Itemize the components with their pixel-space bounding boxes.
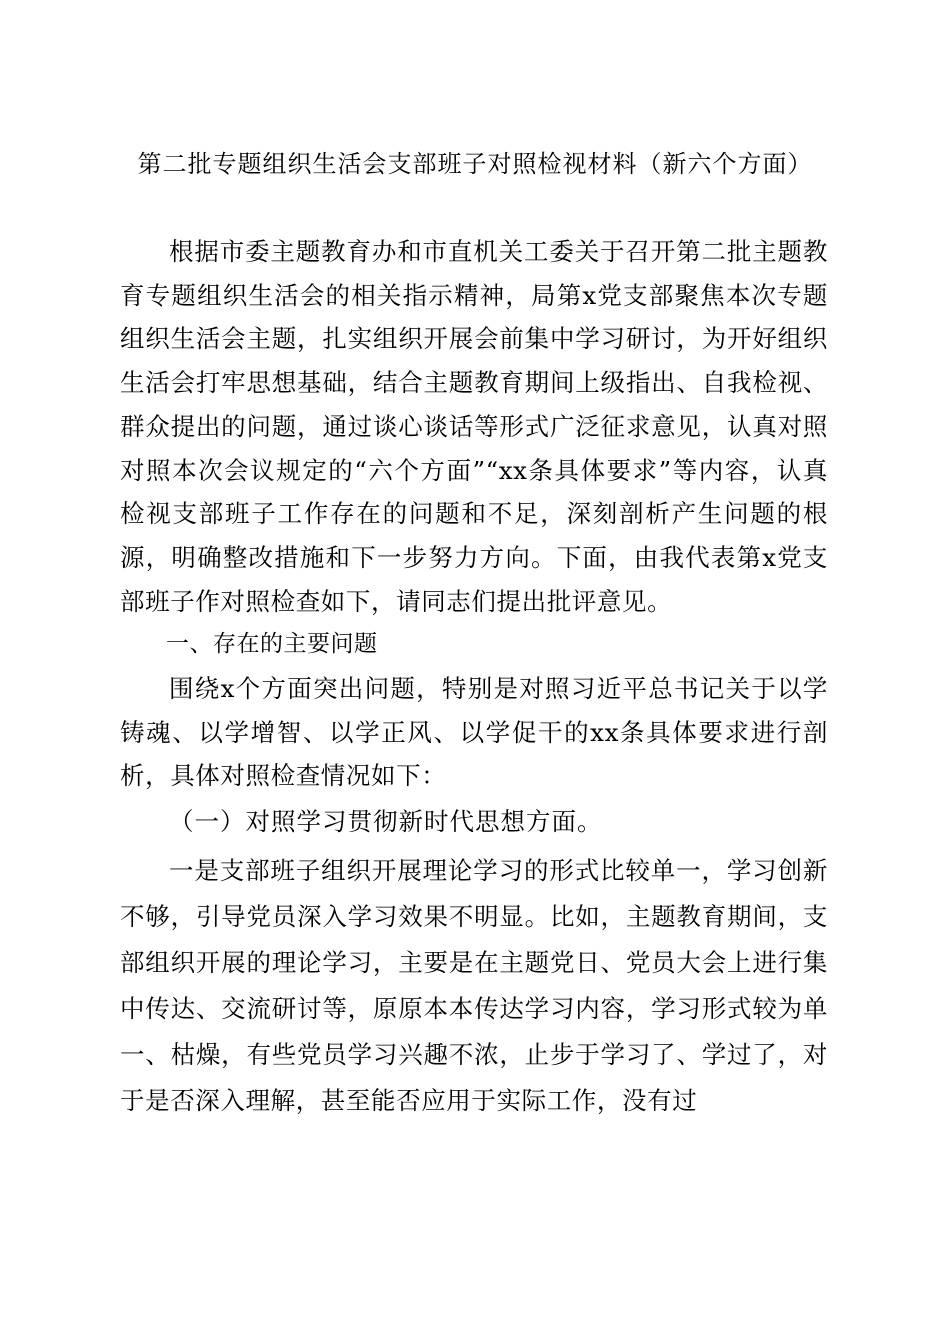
- intro-paragraph: 根据市委主题教育办和市直机关工委关于召开第二批主题教育专题组织生活会的相关指示精神，局第x党支部聚焦本次专题组织生活会主题，扎实组织开展会前集中学习研讨，为开好组织生活会打牢思想基础，结合主题教育期间上级指出、自我检视、群众提出的问题，通过谈心谈话等形式广泛征求意见，认真对照对照本次会议规定的“六个方面”“xx条具体要求”等内容，认真检视支部班子工作存在的问题和不足，深刻剖析产生问题的根源，明确整改措施和下一步努力方向。下面，由我代表第x党支部班子作对照检查如下，请同志们提出批评意见。: [120, 237, 828, 616]
- document-title: 第二批专题组织生活会支部班子对照检视材料（新六个方面）: [137, 150, 813, 178]
- document-body: [120, 230, 828, 1124]
- subsection-heading: （一）对照学习贯彻新时代思想方面。: [169, 807, 603, 837]
- point-one-paragraph: 一是支部班子组织开展理论学习的形式比较单一，学习创新不够，引导党员深入学习效果不明显。比如，主题教育期间，支部组织开展的理论学习，主要是在主题党日、党员大会上进行集中传达、交流研讨等，原原本本传达学习内容，学习形式较为单一、枯燥，有些党员学习兴趣不浓，止步于学习了、学过了，对于是否深入理解，甚至能否应用于实际工作，没有过: [120, 855, 828, 1115]
- section-heading: 一、存在的主要问题: [166, 631, 378, 658]
- section-intro-paragraph: 围绕x个方面突出问题，特别是对照习近平总书记关于以学铸魂、以学增智、以学正风、以学促干的xx条具体要求进行剖析，具体对照检查情况如下：: [120, 674, 828, 791]
